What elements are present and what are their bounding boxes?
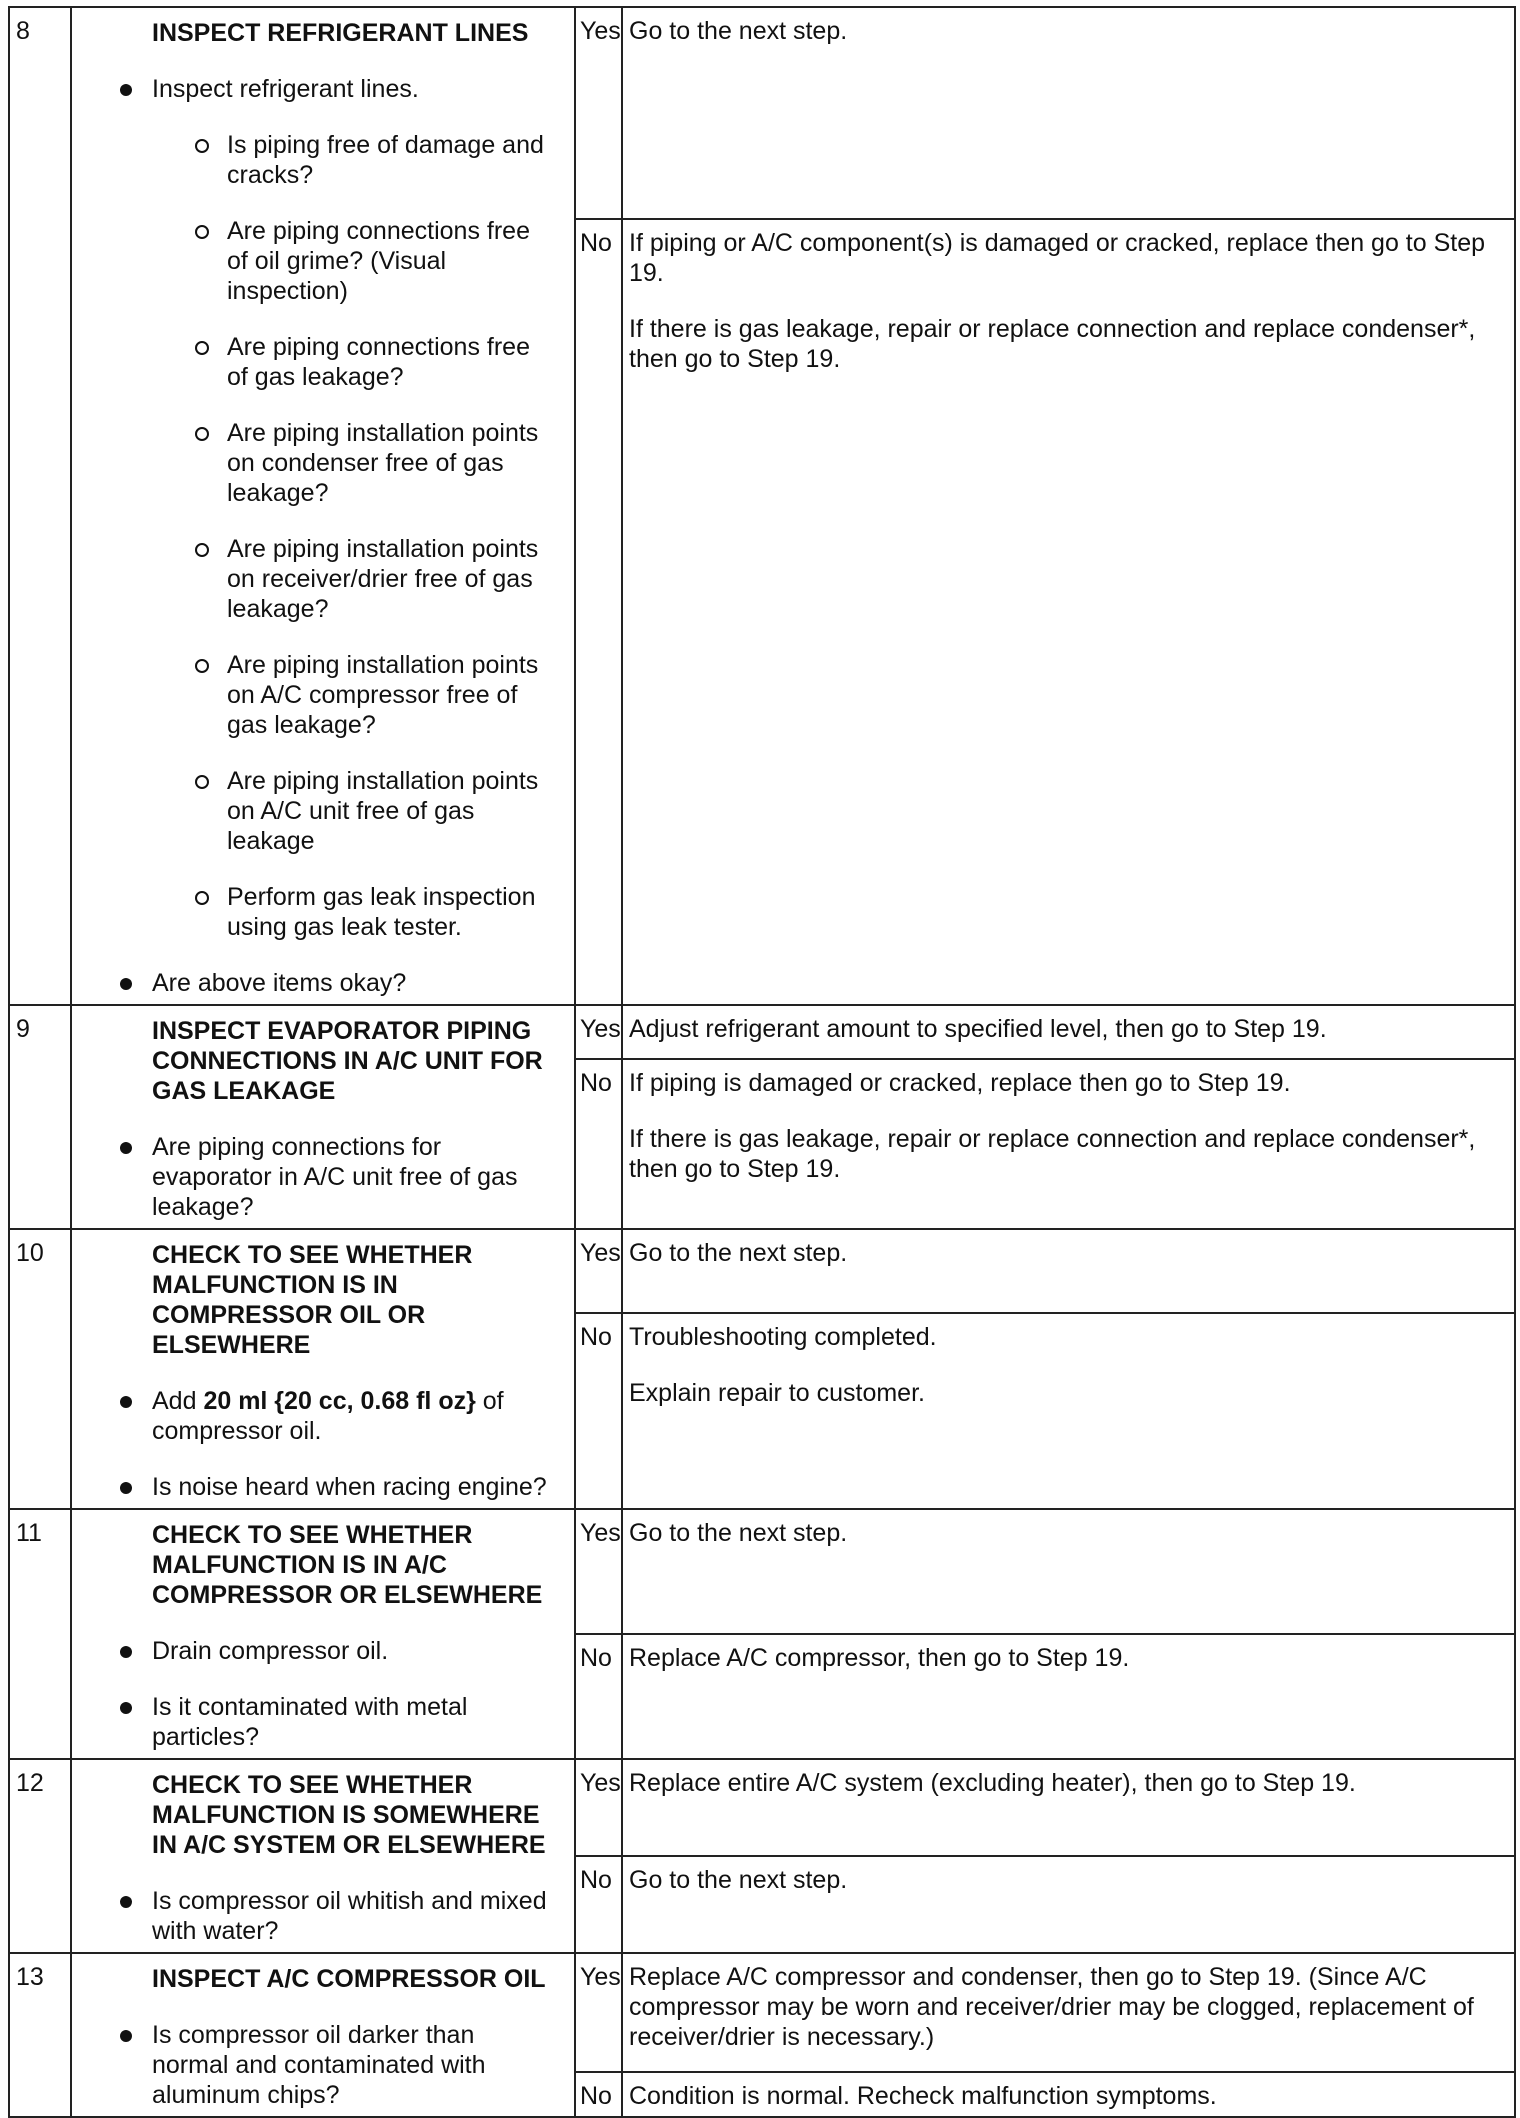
sub-item: Are piping installation points on A/C compressor free of gas leakage? bbox=[227, 650, 554, 740]
bullet-item bbox=[152, 1386, 554, 1446]
step-title: CHECK TO SEE WHETHER MALFUNCTION IS IN A/C COMPRESSOR OR ELSEWHERE bbox=[152, 1521, 543, 1609]
yes-result: Adjust refrigerant amount to specified level, then go to Step 19. bbox=[622, 1005, 1515, 1059]
yes-result: Go to the next step. bbox=[622, 1229, 1515, 1313]
yes-result: Replace A/C compressor and condenser, then go to Step 19. (Since A/C compressor may be worn and receiver/drier may be clogged, replacement of receiver/drier is necessary.) bbox=[622, 1953, 1515, 2072]
step-12-yes-row bbox=[9, 1759, 1515, 1856]
step-description bbox=[71, 1229, 575, 1509]
no-result: Go to the next step. bbox=[622, 1856, 1515, 1953]
no-result bbox=[622, 1059, 1515, 1229]
no-label: No bbox=[575, 219, 622, 1005]
bullet-item: Is compressor oil whitish and mixed with water? bbox=[152, 1886, 554, 1946]
oil-amount: 20 ml {20 cc, 0.68 fl oz} bbox=[203, 1387, 476, 1415]
no-label: No bbox=[575, 1634, 622, 1759]
yes-label: Yes bbox=[575, 1005, 622, 1059]
yes-label: Yes bbox=[575, 1953, 622, 2072]
step-number: 12 bbox=[9, 1759, 71, 1953]
step-title: CHECK TO SEE WHETHER MALFUNCTION IS IN COMPRESSOR OIL OR ELSEWHERE bbox=[152, 1241, 473, 1359]
bullet-item: Is it contaminated with metal particles? bbox=[152, 1692, 554, 1752]
step-description bbox=[71, 1759, 575, 1953]
yes-label: Yes bbox=[575, 1509, 622, 1634]
no-result-text: If piping is damaged or cracked, replace then go to Step 19. bbox=[629, 1068, 1291, 1097]
no-result-text: Explain repair to customer. bbox=[629, 1379, 925, 1408]
no-label: No bbox=[575, 1313, 622, 1509]
step-number: 13 bbox=[9, 1953, 71, 2117]
step-11-yes-row bbox=[9, 1509, 1515, 1634]
no-label: No bbox=[575, 2072, 622, 2117]
step-title: INSPECT REFRIGERANT LINES bbox=[152, 19, 529, 47]
step-8-yes-row bbox=[9, 7, 1515, 219]
no-result: Condition is normal. Recheck malfunction symptoms. bbox=[622, 2072, 1515, 2117]
bullet-item: Is compressor oil darker than normal and contaminated with aluminum chips? bbox=[152, 2020, 554, 2110]
no-result-text: Troubleshooting completed. bbox=[629, 1323, 937, 1352]
step-description bbox=[71, 1509, 575, 1759]
yes-result: Replace entire A/C system (excluding heater), then go to Step 19. bbox=[622, 1759, 1515, 1856]
step-9-yes-row bbox=[9, 1005, 1515, 1059]
bullet-item: Is noise heard when racing engine? bbox=[152, 1472, 554, 1502]
no-result: Replace A/C compressor, then go to Step 19. bbox=[622, 1634, 1515, 1759]
step-number: 9 bbox=[9, 1005, 71, 1229]
sub-item: Are piping installation points on A/C unit free of gas leakage bbox=[227, 766, 554, 856]
sub-item: Are piping connections free of gas leakage? bbox=[227, 332, 554, 392]
sub-item: Are piping installation points on receiver/drier free of gas leakage? bbox=[227, 534, 554, 624]
step-13-yes-row bbox=[9, 1953, 1515, 2072]
sub-item: Are piping installation points on condenser free of gas leakage? bbox=[227, 418, 554, 508]
bullet-item: Are piping connections for evaporator in A/C unit free of gas leakage? bbox=[152, 1132, 554, 1222]
bullet-item: Are above items okay? bbox=[152, 968, 554, 998]
bullet-item: Drain compressor oil. bbox=[152, 1636, 554, 1666]
step-10-yes-row bbox=[9, 1229, 1515, 1313]
no-result-text: If there is gas leakage, repair or replace connection and replace condenser*, then go to Step 19. bbox=[629, 314, 1476, 373]
no-result bbox=[622, 1313, 1515, 1509]
no-result bbox=[622, 219, 1515, 1005]
bullet-item: Inspect refrigerant lines. bbox=[152, 74, 554, 104]
step-title: CHECK TO SEE WHETHER MALFUNCTION IS SOMEWHERE IN A/C SYSTEM OR ELSEWHERE bbox=[152, 1771, 546, 1859]
step-description bbox=[71, 1953, 575, 2117]
yes-label: Yes bbox=[575, 1229, 622, 1313]
yes-label: Yes bbox=[575, 1759, 622, 1856]
sub-item: Is piping free of damage and cracks? bbox=[227, 130, 554, 190]
no-label: No bbox=[575, 1059, 622, 1229]
step-number: 10 bbox=[9, 1229, 71, 1509]
no-result-text: If there is gas leakage, repair or replace connection and replace condenser*, then go to Step 19. bbox=[629, 1124, 1476, 1183]
step-description bbox=[71, 7, 575, 1005]
step-number: 11 bbox=[9, 1509, 71, 1759]
yes-label: Yes bbox=[575, 7, 622, 219]
troubleshooting-table bbox=[8, 6, 1516, 2118]
sub-item: Are piping connections free of oil grime? (Visual inspection) bbox=[227, 216, 554, 306]
bullet-text: of compressor oil. bbox=[152, 1387, 504, 1445]
no-label: No bbox=[575, 1856, 622, 1953]
yes-result: Go to the next step. bbox=[622, 1509, 1515, 1634]
no-result-text: If piping or A/C component(s) is damaged or cracked, replace then go to Step 19. bbox=[629, 228, 1486, 287]
bullet-text: Add bbox=[152, 1387, 204, 1415]
yes-result: Go to the next step. bbox=[622, 7, 1515, 219]
step-title: INSPECT EVAPORATOR PIPING CONNECTIONS IN A/C UNIT FOR GAS LEAKAGE bbox=[152, 1017, 543, 1105]
step-description bbox=[71, 1005, 575, 1229]
step-title: INSPECT A/C COMPRESSOR OIL bbox=[152, 1965, 546, 1993]
sub-item: Perform gas leak inspection using gas leak tester. bbox=[227, 882, 554, 942]
step-number: 8 bbox=[9, 7, 71, 1005]
